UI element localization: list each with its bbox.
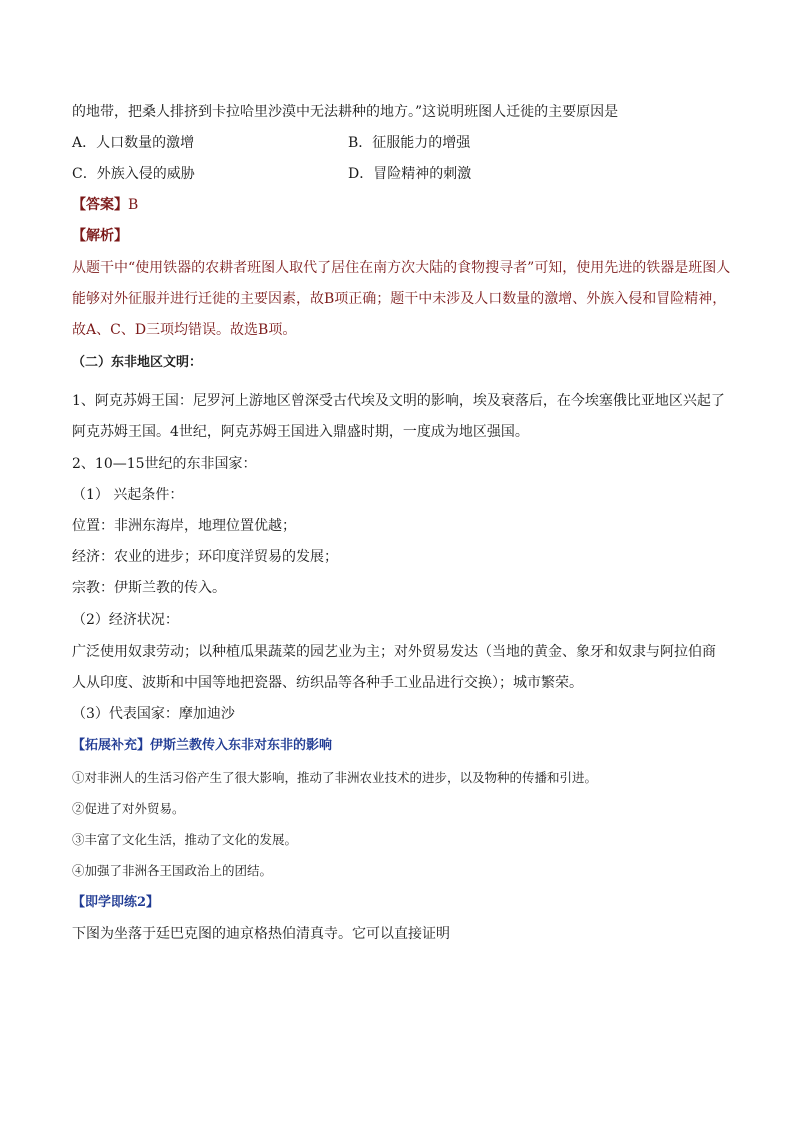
item1-line-2: 阿克苏姆王国。4世纪，阿克苏姆王国进入鼎盛时期，一度成为地区强国。 [72, 424, 529, 440]
sub3-title: （3）代表国家：摩加迪沙 [72, 706, 235, 722]
option-d: D．冒险精神的刺激 [348, 166, 472, 182]
option-b: B．征服能力的增强 [348, 135, 471, 151]
answer-line [72, 195, 138, 215]
extension-point-4: ④加强了非洲各王国政治上的团结。 [72, 863, 273, 878]
sub2-line-2: 人从印度、波斯和中国等地把瓷器、纺织品等各种手工业品进行交换）；城市繁荣。 [72, 675, 583, 691]
sub2-title: （2）经济状况： [72, 612, 179, 628]
sub1-point-location: 位置：非洲东海岸，地理位置优越； [72, 518, 296, 534]
sub1-point-economy: 经济：农业的进步；环印度洋贸易的发展； [72, 549, 338, 565]
extension-point-1: ①对非洲人的生活习俗产生了很大影响，推动了非洲农业技术的进步，以及物种的传播和引进。 [72, 770, 598, 785]
analysis-line-1: 从题干中“使用铁器的农耕者班图人取代了居住在南方次大陆的食物搜寻者”可知，使用先进的铁器是班图人 [72, 260, 731, 276]
section-heading: （二）东非地区文明： [72, 355, 203, 370]
answer-value: B [128, 197, 139, 213]
practice-stem: 下图为坐落于廷巴克图的迪京格热伯清真寺。它可以直接证明 [72, 926, 450, 942]
sub1-title: （1） 兴起条件： [72, 487, 184, 503]
analysis-line-2: 能够对外征服并进行迁徙的主要因素，故B项正确；题干中未涉及人口数量的激增、外族入侵和冒险精神， [72, 291, 727, 307]
sub2-line-1: 广泛使用奴隶劳动；以种植瓜果蔬菜的园艺业为主；对外贸易发达（当地的黄金、象牙和奴隶与阿拉伯商 [72, 644, 716, 660]
analysis-label: 【解析】 [72, 228, 128, 244]
question-stem-tail: 的地带，把桑人排挤到卡拉哈里沙漠中无法耕种的地方。”这说明班图人迁徙的主要原因是 [72, 104, 619, 120]
item1-line-1: 1、阿克苏姆王国：尼罗河上游地区曾深受古代埃及文明的影响，埃及衰落后，在今埃塞俄比亚地区兴起了 [72, 393, 725, 409]
sub1-point-religion: 宗教：伊斯兰教的传入。 [72, 580, 226, 596]
analysis-line-3: 故A、C、D三项均错误。故选B项。 [72, 322, 297, 338]
extension-title: 【拓展补充】伊斯兰教传入东非对东非的影响 [72, 738, 333, 753]
extension-point-2: ②促进了对外贸易。 [72, 801, 185, 816]
extension-point-3: ③丰富了文化生活，推动了文化的发展。 [72, 832, 298, 847]
option-a: A．人口数量的激增 [72, 135, 195, 151]
practice-title: 【即学即练2】 [72, 895, 160, 910]
option-c: C．外族入侵的威胁 [72, 166, 195, 182]
item2-title: 2、10—15世纪的东非国家： [72, 456, 257, 472]
answer-label: 【答案】 [72, 197, 128, 213]
